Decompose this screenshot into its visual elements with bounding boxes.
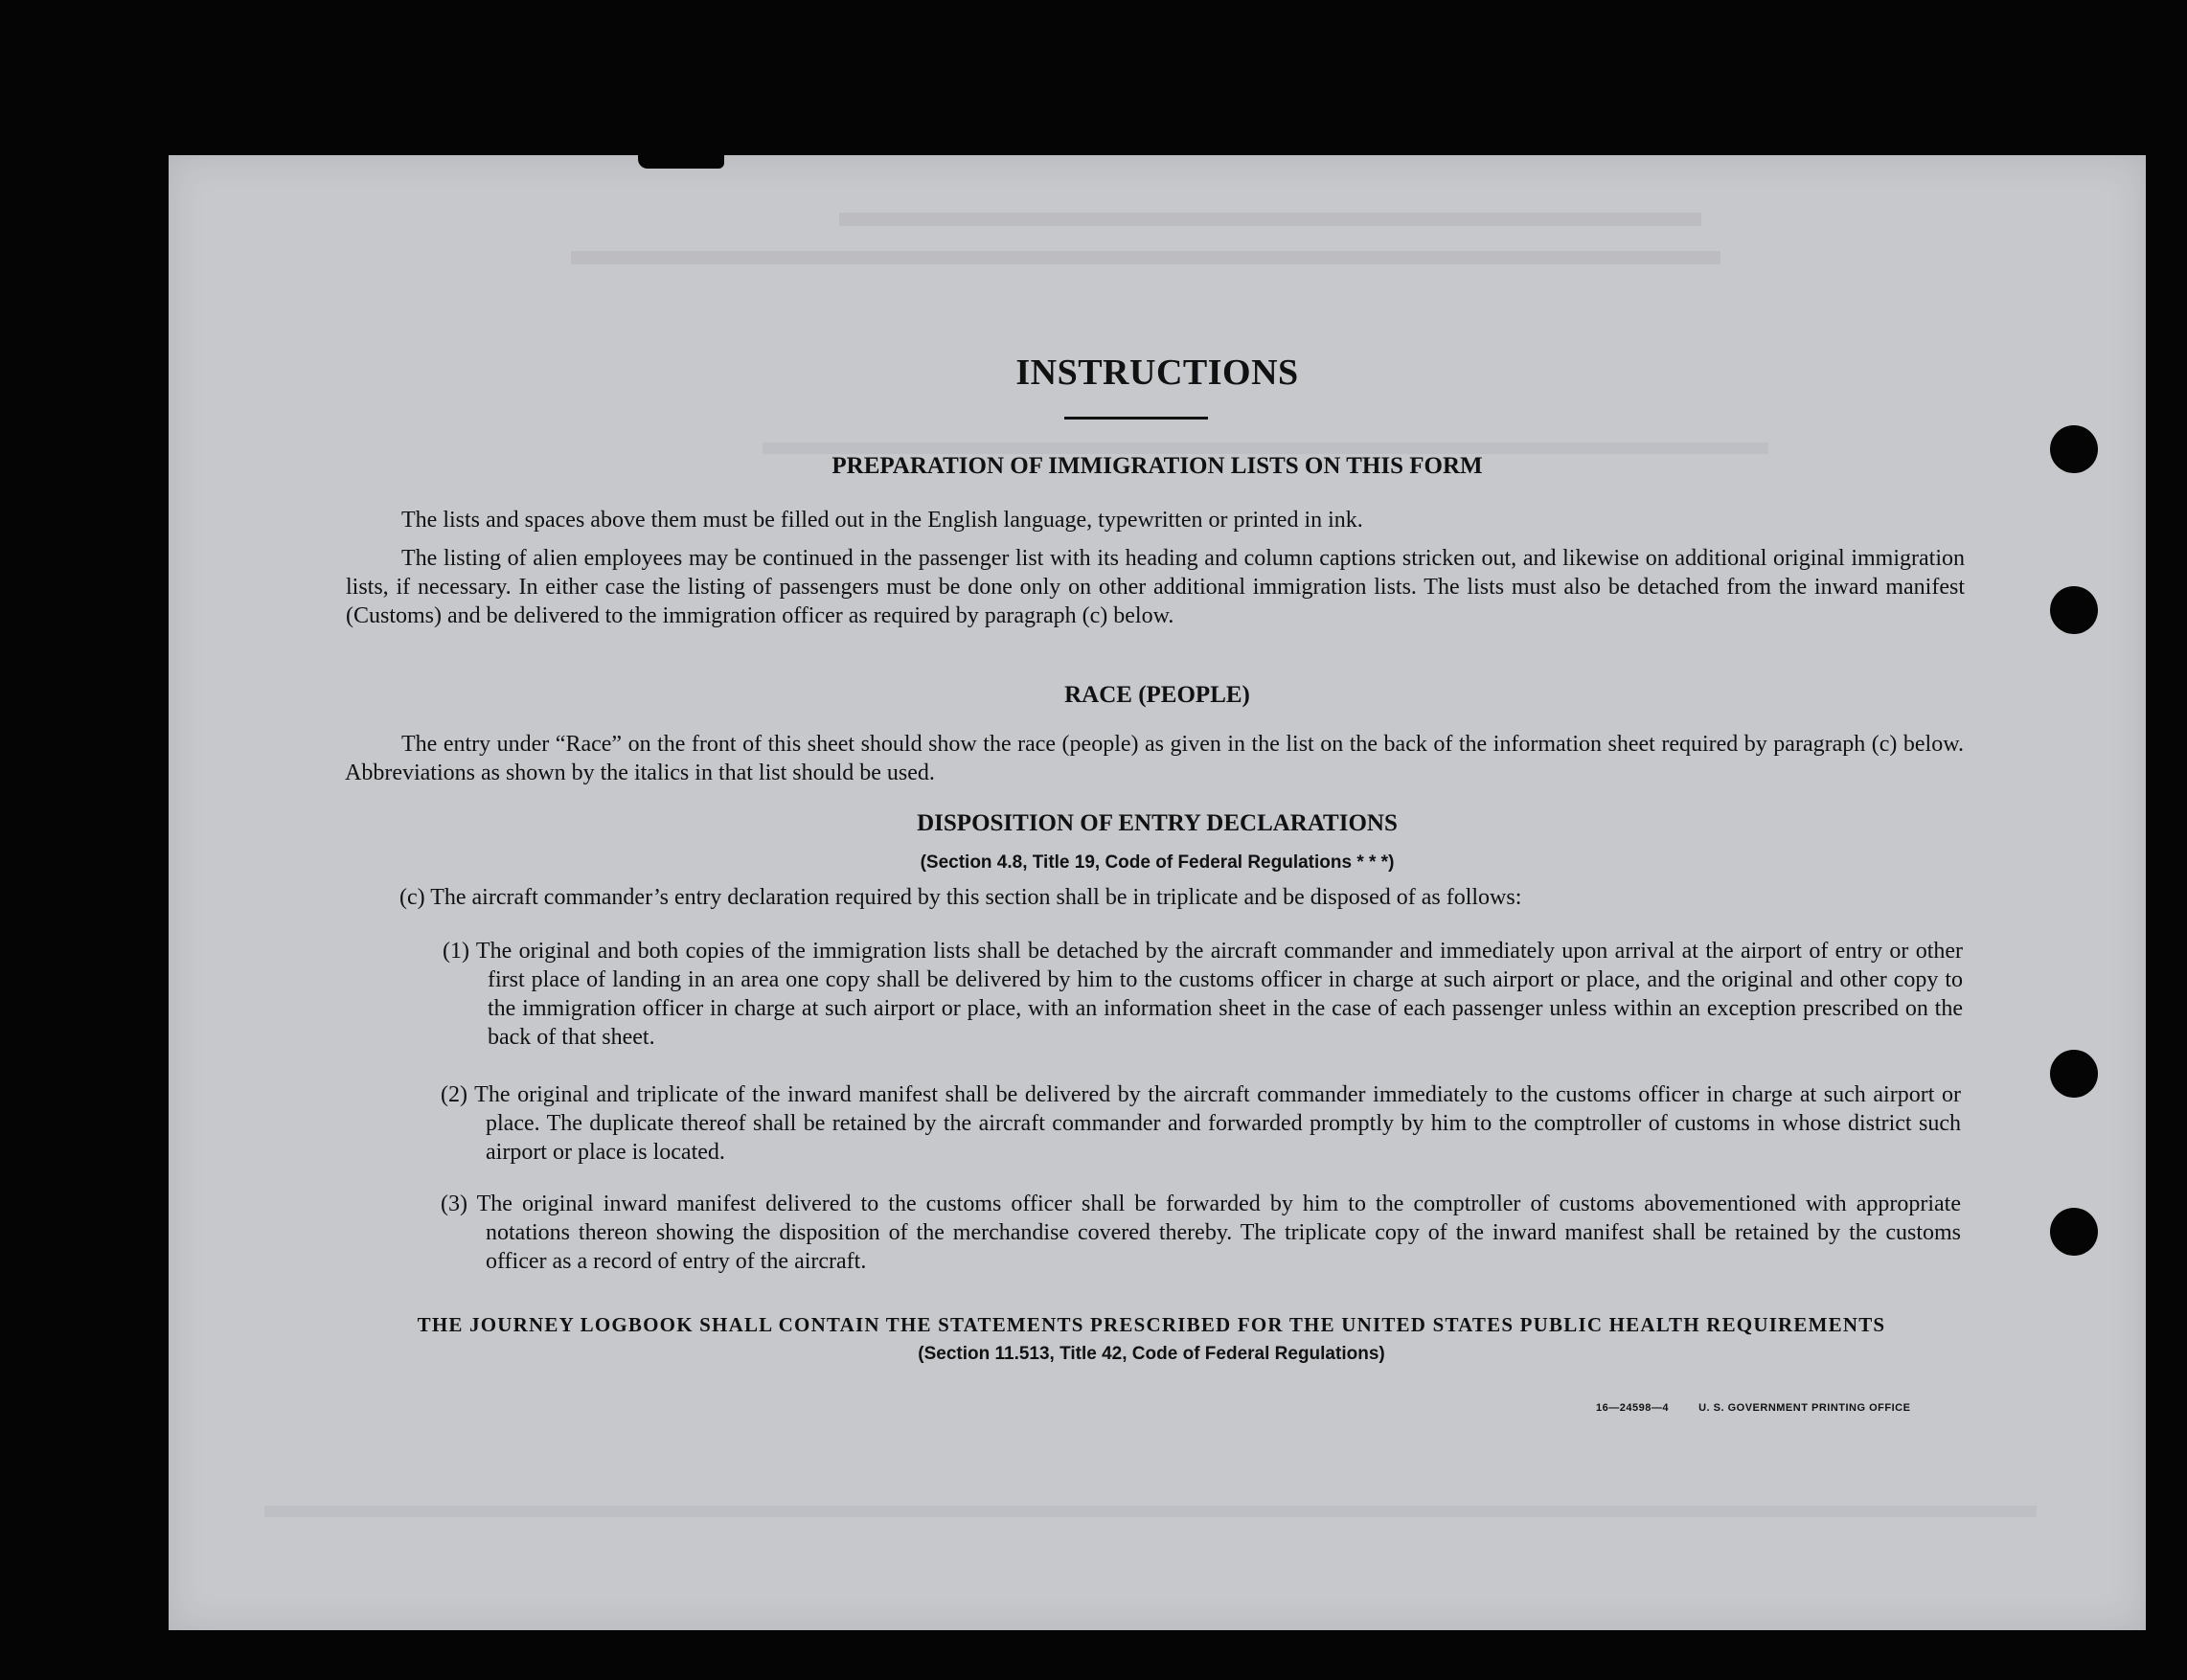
title-underline xyxy=(1064,417,1208,420)
section-heading-disposition: DISPOSITION OF ENTRY DECLARATIONS xyxy=(917,810,1398,836)
instructions-content xyxy=(169,155,2146,1630)
print-number: 16—24598—4 xyxy=(1596,1402,1669,1414)
disposition-item-1: (1) The original and both copies of the immigration lists shall be detached by the aircraft commander and immediately upon arrival at the airport of entry or other first place of landing in an area one copy shall be delivered by him to the customs officer in charge at such airport or place, and the original and other copy to the immigration officer in charge at such airport or place, with an information sheet in the case of each passenger unless within an exception prescribed on the back of that sheet. xyxy=(443,939,1963,1050)
disposition-citation: (Section 4.8, Title 19, Code of Federal Regulations * * *) xyxy=(920,852,1395,873)
disposition-item-3: (3) The original inward manifest delivered to the customs officer shall be forwarded by him to the comptroller of customs abovementioned with appropriate notations thereon showing the disposition of the merchandise covered thereby. The triplicate copy of the inward manifest shall be retained by the customs officer as a record of entry of the aircraft. xyxy=(441,1192,1961,1274)
preparation-paragraph-1: The lists and spaces above them must be filled out in the English language, typewritten or printed in ink. xyxy=(401,508,1363,533)
section-heading-race: RACE (PEOPLE) xyxy=(1064,682,1250,708)
race-paragraph: The entry under “Race” on the front of this sheet should show the race (people) as given in the list on the back of the information sheet required by paragraph (c) below. Abbreviations as shown by the italics in that list should be used. xyxy=(345,732,1964,785)
footer-citation: (Section 11.513, Title 42, Code of Federal Regulations) xyxy=(918,1344,1385,1364)
disposition-item-2: (2) The original and triplicate of the inward manifest shall be delivered by the aircraft commander immediately to the customs officer in charge at such airport or place. The duplicate thereof shall be retained by the aircraft commander and forwarded promptly by him to the comptroller of customs in whose district such airport or place is located. xyxy=(441,1082,1961,1165)
page-title: INSTRUCTIONS xyxy=(1015,352,1299,393)
print-imprint xyxy=(1596,1402,1910,1414)
document-sheet xyxy=(169,155,2146,1630)
printer-name: U. S. GOVERNMENT PRINTING OFFICE xyxy=(1698,1402,1911,1414)
section-heading-preparation: PREPARATION OF IMMIGRATION LISTS ON THIS FORM xyxy=(832,453,1483,479)
preparation-paragraph-2: The listing of alien employees may be continued in the passenger list with its heading and column captions stricken out, and likewise on additional original immigration lists, if necessary. In either case the listing of passengers must be done only on other additional immigration lists. The lists must also be detached from the inward manifest (Customs) and be delivered to the immigration officer as required by paragraph (c) below. xyxy=(346,546,1965,628)
footer-statement: THE JOURNEY LOGBOOK SHALL CONTAIN THE STATEMENTS PRESCRIBED FOR THE UNITED STATES PUBLIC HEALTH REQUIREMENTS xyxy=(417,1313,1886,1336)
disposition-intro: (c) The aircraft commander’s entry declaration required by this section shall be in triplicate and be disposed of as follows: xyxy=(399,885,1522,910)
